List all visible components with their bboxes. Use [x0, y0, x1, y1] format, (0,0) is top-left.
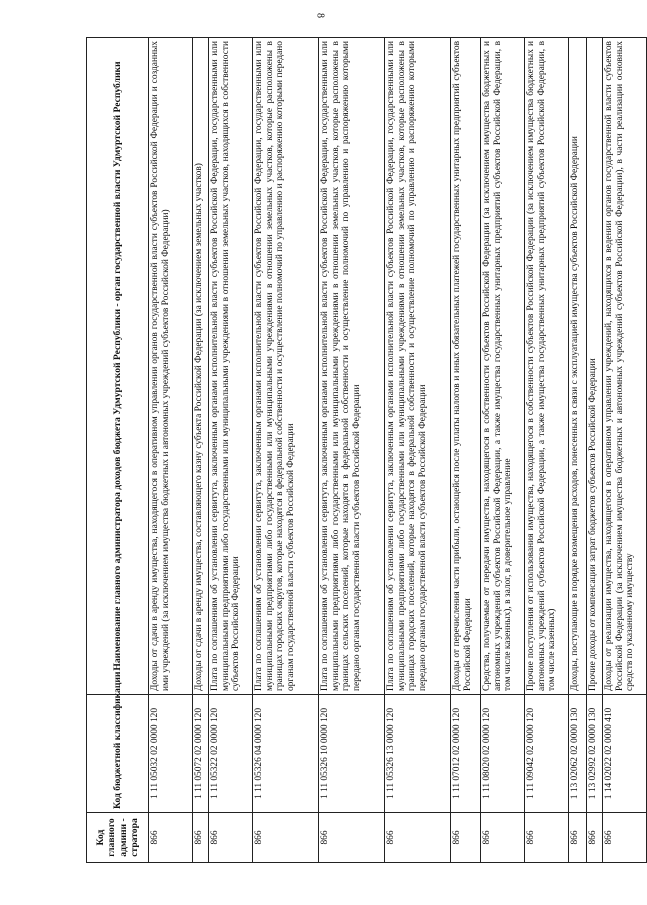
- row-name: Доходы от перечисления части прибыли, остающейся после уплаты налогов и иных обязательных платежей государственных унитарных предприятий субъектов Российской Федерации: [451, 38, 481, 695]
- row-budget-code: 1 11 07012 02 0000 120: [451, 695, 481, 813]
- row-admin-code: 866: [603, 813, 647, 863]
- row-budget-code: 1 13 02992 02 0000 130: [587, 695, 603, 813]
- table-row: [569, 38, 587, 863]
- table-row: [209, 38, 253, 863]
- table-header-row: [87, 38, 149, 863]
- row-budget-code: 1 11 05322 02 0000 120: [209, 695, 253, 813]
- row-admin-code: 866: [525, 813, 569, 863]
- row-budget-code: 1 14 02022 02 0000 410: [603, 695, 647, 813]
- row-budget-code: 1 11 05032 02 0000 120: [149, 695, 193, 813]
- table-row: [481, 38, 525, 863]
- table-row: [603, 38, 647, 863]
- row-budget-code: 1 13 02062 02 0000 130: [569, 695, 587, 813]
- header-name: Наименование главного администратора доходов бюджета Удмуртской Республики - орган государственной власти Удмуртской Республики: [87, 38, 149, 695]
- row-name: Плата по соглашениям об установлении сервитута, заключенным органами исполнительной власти субъектов Российской Федерации, государственными или муниципальными предприятиями либо государственными или муниципальными учреждениями в отношении земельных участков, которые расположены в границах сельских поселений, которые находятся в федеральной собственности и осуществление полномочий по управлению и распоряжению которыми передано органам государственной власти субъектов Российской Федерации: [319, 38, 385, 695]
- row-admin-code: 866: [319, 813, 385, 863]
- row-name: Доходы от реализации имущества, находящегося в оперативном управлении учреждений, находящихся в ведении органов государственной власти субъектов Российской Федерации (за исключением имущества бюджетных и автономных учреждений субъектов Российской Федерации), в части реализации основных средств по указанному имуществу: [603, 38, 647, 695]
- table-row: [587, 38, 603, 863]
- row-name: Плата по соглашениям об установлении сервитута, заключенным органами исполнительной власти субъектов Российской Федерации, государственными или муниципальными предприятиями либо государственными или муниципальными учреждениями в отношении земельных участков, которые расположены в границах городских поселений, которые находятся в федеральной собственности и осуществление полномочий по управлению и распоряжению которыми передано органам государственной власти субъектов Российской Федерации: [385, 38, 451, 695]
- table-row: [253, 38, 319, 863]
- row-admin-code: 866: [385, 813, 451, 863]
- row-name: Прочие доходы от компенсации затрат бюджетов субъектов Российской Федерации: [587, 38, 603, 695]
- table-row: [149, 38, 193, 863]
- row-admin-code: 866: [209, 813, 253, 863]
- table-row: [525, 38, 569, 863]
- row-admin-code: 866: [451, 813, 481, 863]
- row-budget-code: 1 11 05326 13 0000 120: [385, 695, 451, 813]
- rotated-table-frame: [86, 37, 636, 863]
- row-name: Средства, получаемые от передачи имущества, находящегося в собственности субъектов Российской Федерации (за исключением имущества бюджетных и автономных учреждений субъектов Российской Федерации, а также имущества государственных унитарных предприятий субъектов Российской Федерации, в том числе казенных), в залог, в доверительное управление: [481, 38, 525, 695]
- row-admin-code: 866: [481, 813, 525, 863]
- row-name: Доходы от сдачи в аренду имущества, составляющего казну субъекта Российской Федерации (за исключением земельных участков): [193, 38, 209, 695]
- page-number: 8: [314, 13, 326, 18]
- row-name: Доходы, поступающие в порядке возмещения расходов, понесенных в связи с эксплуатацией имущества субъектов Российской Федерации: [569, 38, 587, 695]
- table-row: [319, 38, 385, 863]
- row-admin-code: 866: [193, 813, 209, 863]
- row-budget-code: 1 11 05326 04 0000 120: [253, 695, 319, 813]
- row-budget-code: 1 11 05072 02 0000 120: [193, 695, 209, 813]
- row-budget-code: 1 11 09042 02 0000 120: [525, 695, 569, 813]
- table-row: [451, 38, 481, 863]
- row-admin-code: 866: [149, 813, 193, 863]
- table-row: [193, 38, 209, 863]
- row-admin-code: 866: [587, 813, 603, 863]
- table-row: [385, 38, 451, 863]
- row-admin-code: 866: [253, 813, 319, 863]
- row-name: Доходы от сдачи в аренду имущества, находящегося в оперативном управлении органов государственной власти субъектов Российской Федерации и созданных ими учреждений (за исключением имущества бюджетных и автономных учреждений субъектов Российской Федерации): [149, 38, 193, 695]
- revenue-administrator-table: [86, 37, 647, 863]
- rotated-table-content: [86, 37, 636, 863]
- row-budget-code: 1 11 05326 10 0000 120: [319, 695, 385, 813]
- header-budget-code: Код бюджетной классификации: [87, 695, 149, 813]
- row-admin-code: 866: [569, 813, 587, 863]
- row-name: Плата по соглашениям об установлении сервитута, заключенным органами исполнительной власти субъектов Российской Федерации, государственными или муниципальными предприятиями либо государственными или муниципальными учреждениями в отношении земельных участков, которые расположены в границах городских округов, которые находятся в федеральной собственности и осуществление полномочий по управлению и распоряжению которыми передано органам государственной власти субъектов Российской Федерации: [253, 38, 319, 695]
- row-budget-code: 1 11 08020 02 0000 120: [481, 695, 525, 813]
- row-name: Плата по соглашениям об установлении сервитута, заключенным органами исполнительной власти субъектов Российской Федерации, государственными или муниципальными предприятиями либо государственными или муниципальными учреждениями в отношении земельных участков, находящихся в собственности субъектов Российской Федерации: [209, 38, 253, 695]
- row-name: Прочие поступления от использования имущества, находящегося в собственности субъектов Российской Федерации (за исключением имущества бюджетных и автономных учреждений субъектов Российской Федерации, а также имущества государственных унитарных предприятий субъектов Российской Федерации, в том числе казенных): [525, 38, 569, 695]
- header-admin-code: Код главного админи - стратора: [87, 813, 149, 863]
